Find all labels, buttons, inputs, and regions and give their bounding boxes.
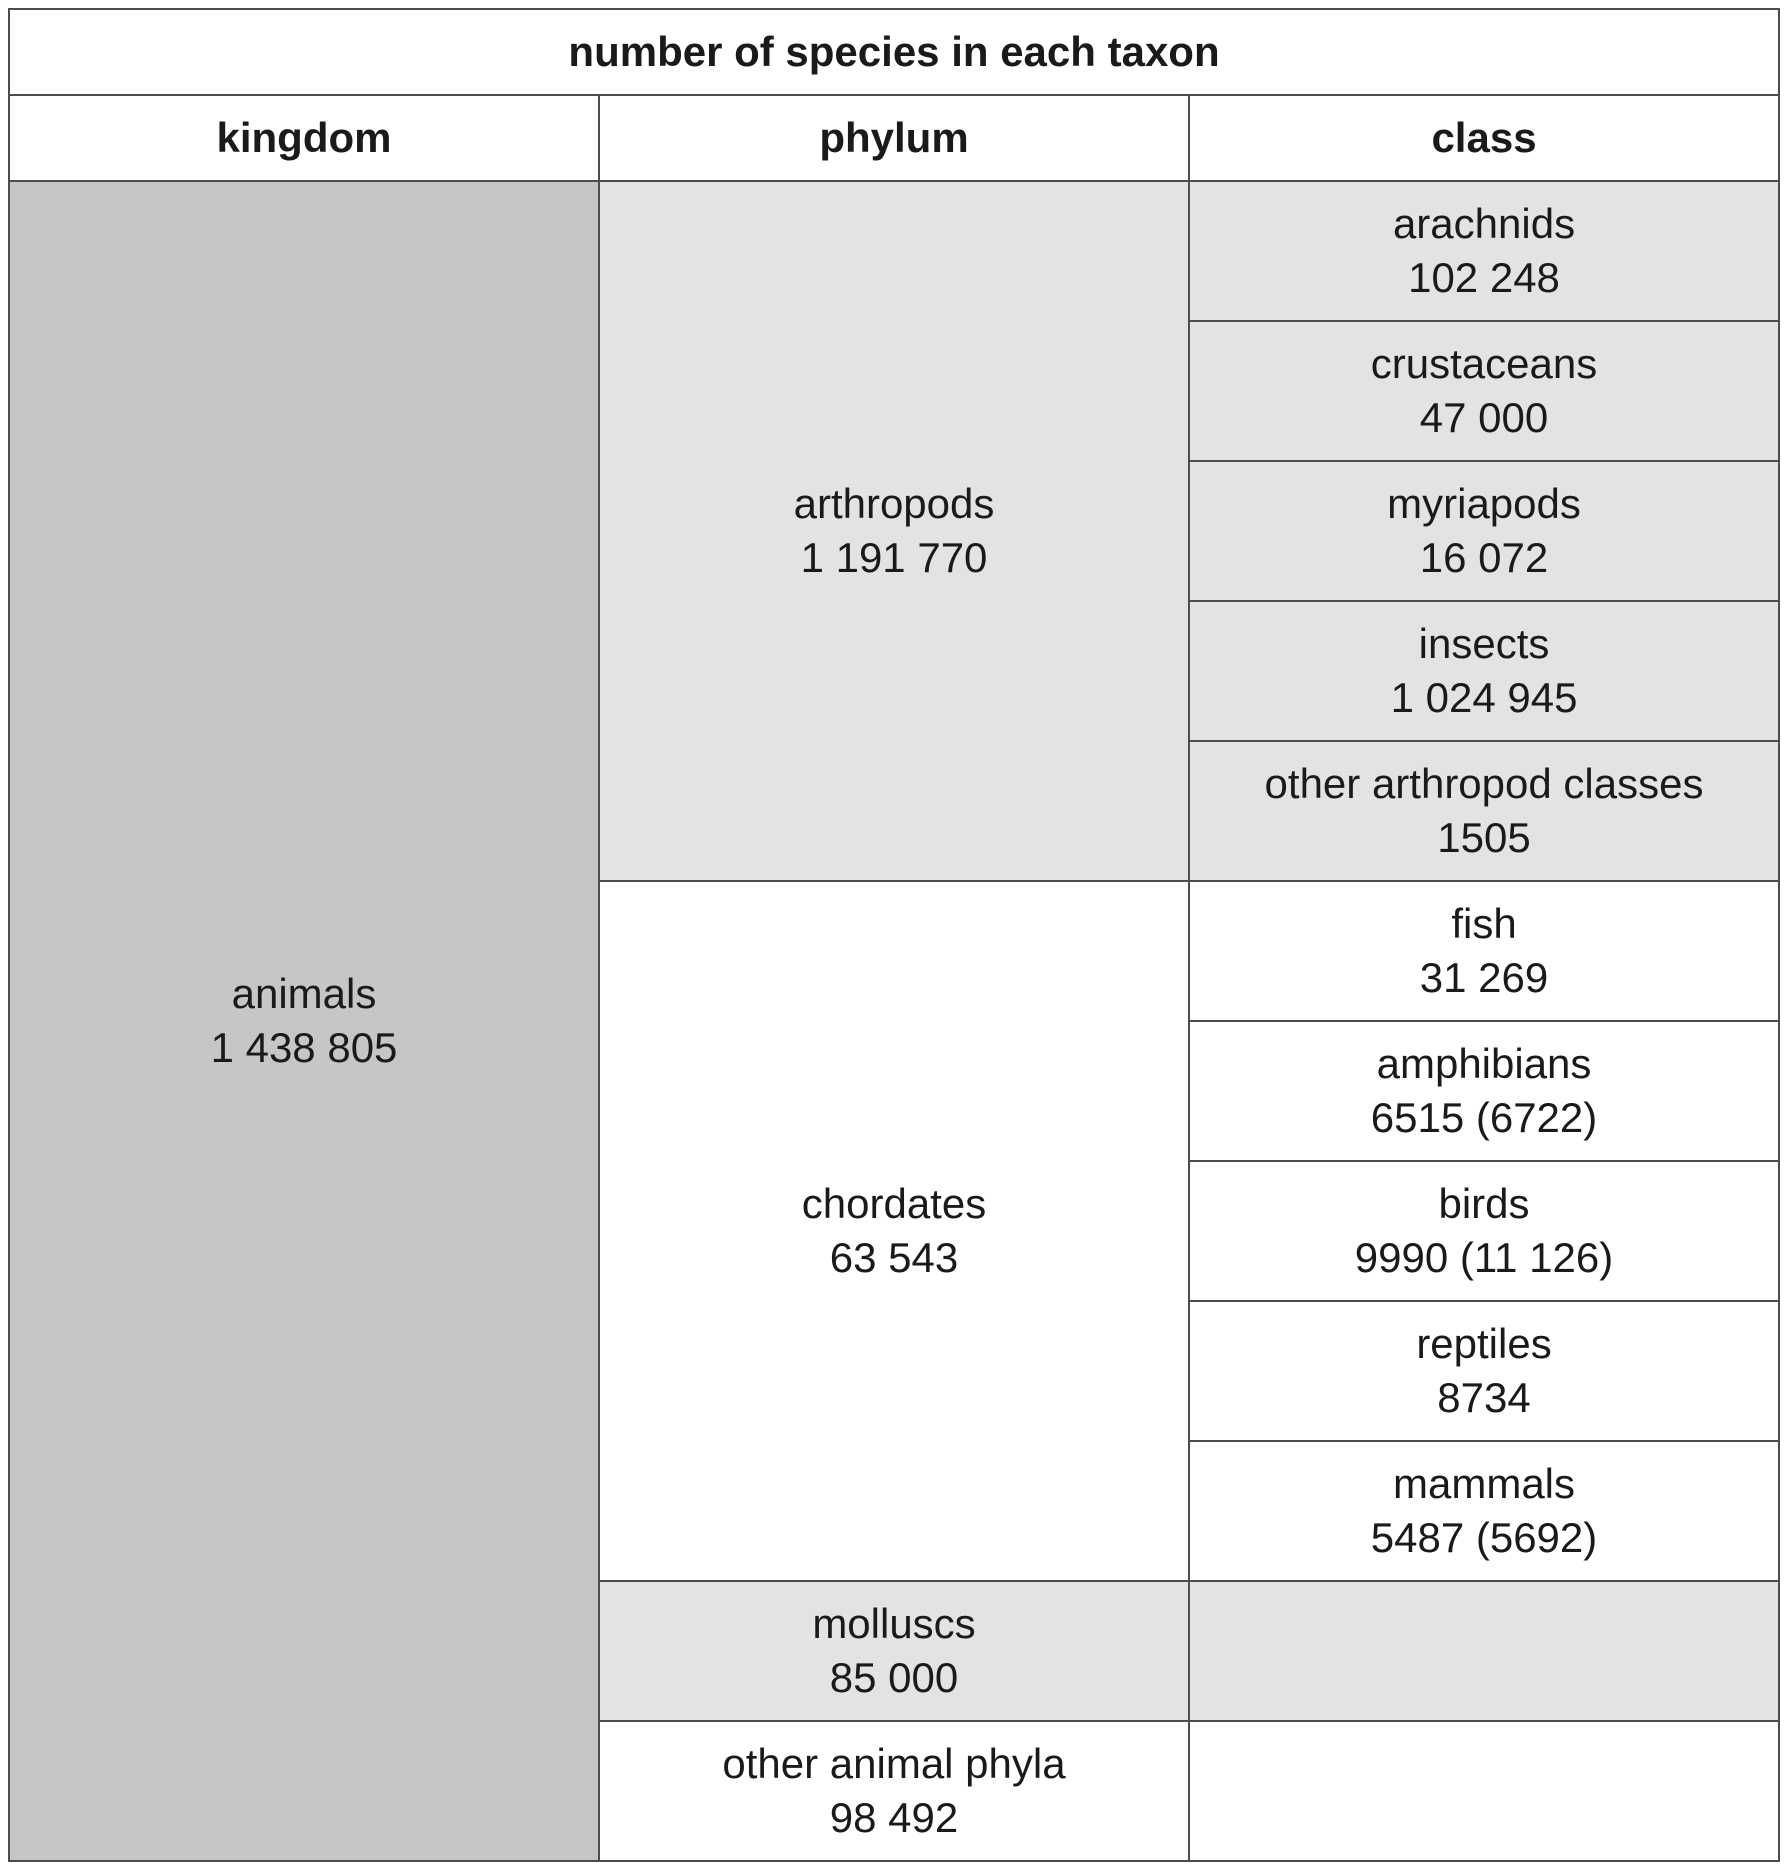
class-name: mammals (1393, 1460, 1576, 1507)
phylum-name: arthropods (793, 480, 995, 527)
kingdom-cell-animals (9, 181, 599, 1861)
class-cell-myriapods (1189, 461, 1779, 601)
header-kingdom: kingdom (9, 95, 599, 181)
phylum-name: molluscs (812, 1600, 976, 1647)
class-name: reptiles (1416, 1320, 1552, 1367)
class-count: 8734 (1437, 1374, 1531, 1421)
class-cell-amphibians (1189, 1021, 1779, 1161)
kingdom-count: 1 438 805 (210, 1024, 398, 1071)
class-cell-other-arthropod-classes (1189, 741, 1779, 881)
class-name: fish (1451, 900, 1517, 947)
table-title: number of species in each taxon (9, 9, 1779, 95)
class-name: other arthropod classes (1264, 760, 1704, 807)
class-count: 1505 (1437, 814, 1531, 861)
header-row (9, 95, 1779, 181)
phylum-name: other animal phyla (722, 1740, 1066, 1787)
phylum-name: chordates (801, 1180, 987, 1227)
class-cell-fish (1189, 881, 1779, 1021)
phylum-count: 63 543 (829, 1234, 959, 1281)
phylum-count: 1 191 770 (800, 534, 988, 581)
class-name: myriapods (1387, 480, 1581, 527)
header-phylum: phylum (599, 95, 1189, 181)
phylum-cell-chordates (599, 881, 1189, 1581)
class-cell-reptiles (1189, 1301, 1779, 1441)
species-table (8, 8, 1780, 1862)
class-name: arachnids (1392, 200, 1576, 247)
class-count: 102 248 (1408, 254, 1560, 301)
phylum-count: 85 000 (829, 1654, 959, 1701)
title-row (9, 9, 1779, 95)
class-count: 47 000 (1419, 394, 1549, 441)
class-name: crustaceans (1370, 340, 1598, 387)
class-count: 16 072 (1419, 534, 1549, 581)
table-row (9, 181, 1779, 321)
phylum-cell-molluscs (599, 1581, 1189, 1721)
class-count: 6515 (6722) (1370, 1094, 1598, 1141)
class-count: 9990 (11 126) (1354, 1234, 1614, 1281)
class-cell-insects (1189, 601, 1779, 741)
phylum-cell-other-animal-phyla (599, 1721, 1189, 1861)
phylum-cell-arthropods (599, 181, 1189, 881)
class-cell-mammals (1189, 1441, 1779, 1581)
class-count: 1 024 945 (1390, 674, 1578, 721)
class-count: 31 269 (1419, 954, 1549, 1001)
class-cell-arachnids (1189, 181, 1779, 321)
phylum-count: 98 492 (829, 1794, 959, 1841)
kingdom-name: animals (231, 970, 377, 1017)
class-name: insects (1418, 620, 1550, 667)
class-name: amphibians (1376, 1040, 1592, 1087)
class-name: birds (1438, 1180, 1530, 1227)
class-cell-crustaceans (1189, 321, 1779, 461)
class-cell-birds (1189, 1161, 1779, 1301)
header-class: class (1189, 95, 1779, 181)
class-count: 5487 (5692) (1370, 1514, 1598, 1561)
class-cell-empty (1189, 1721, 1779, 1861)
class-cell-empty (1189, 1581, 1779, 1721)
